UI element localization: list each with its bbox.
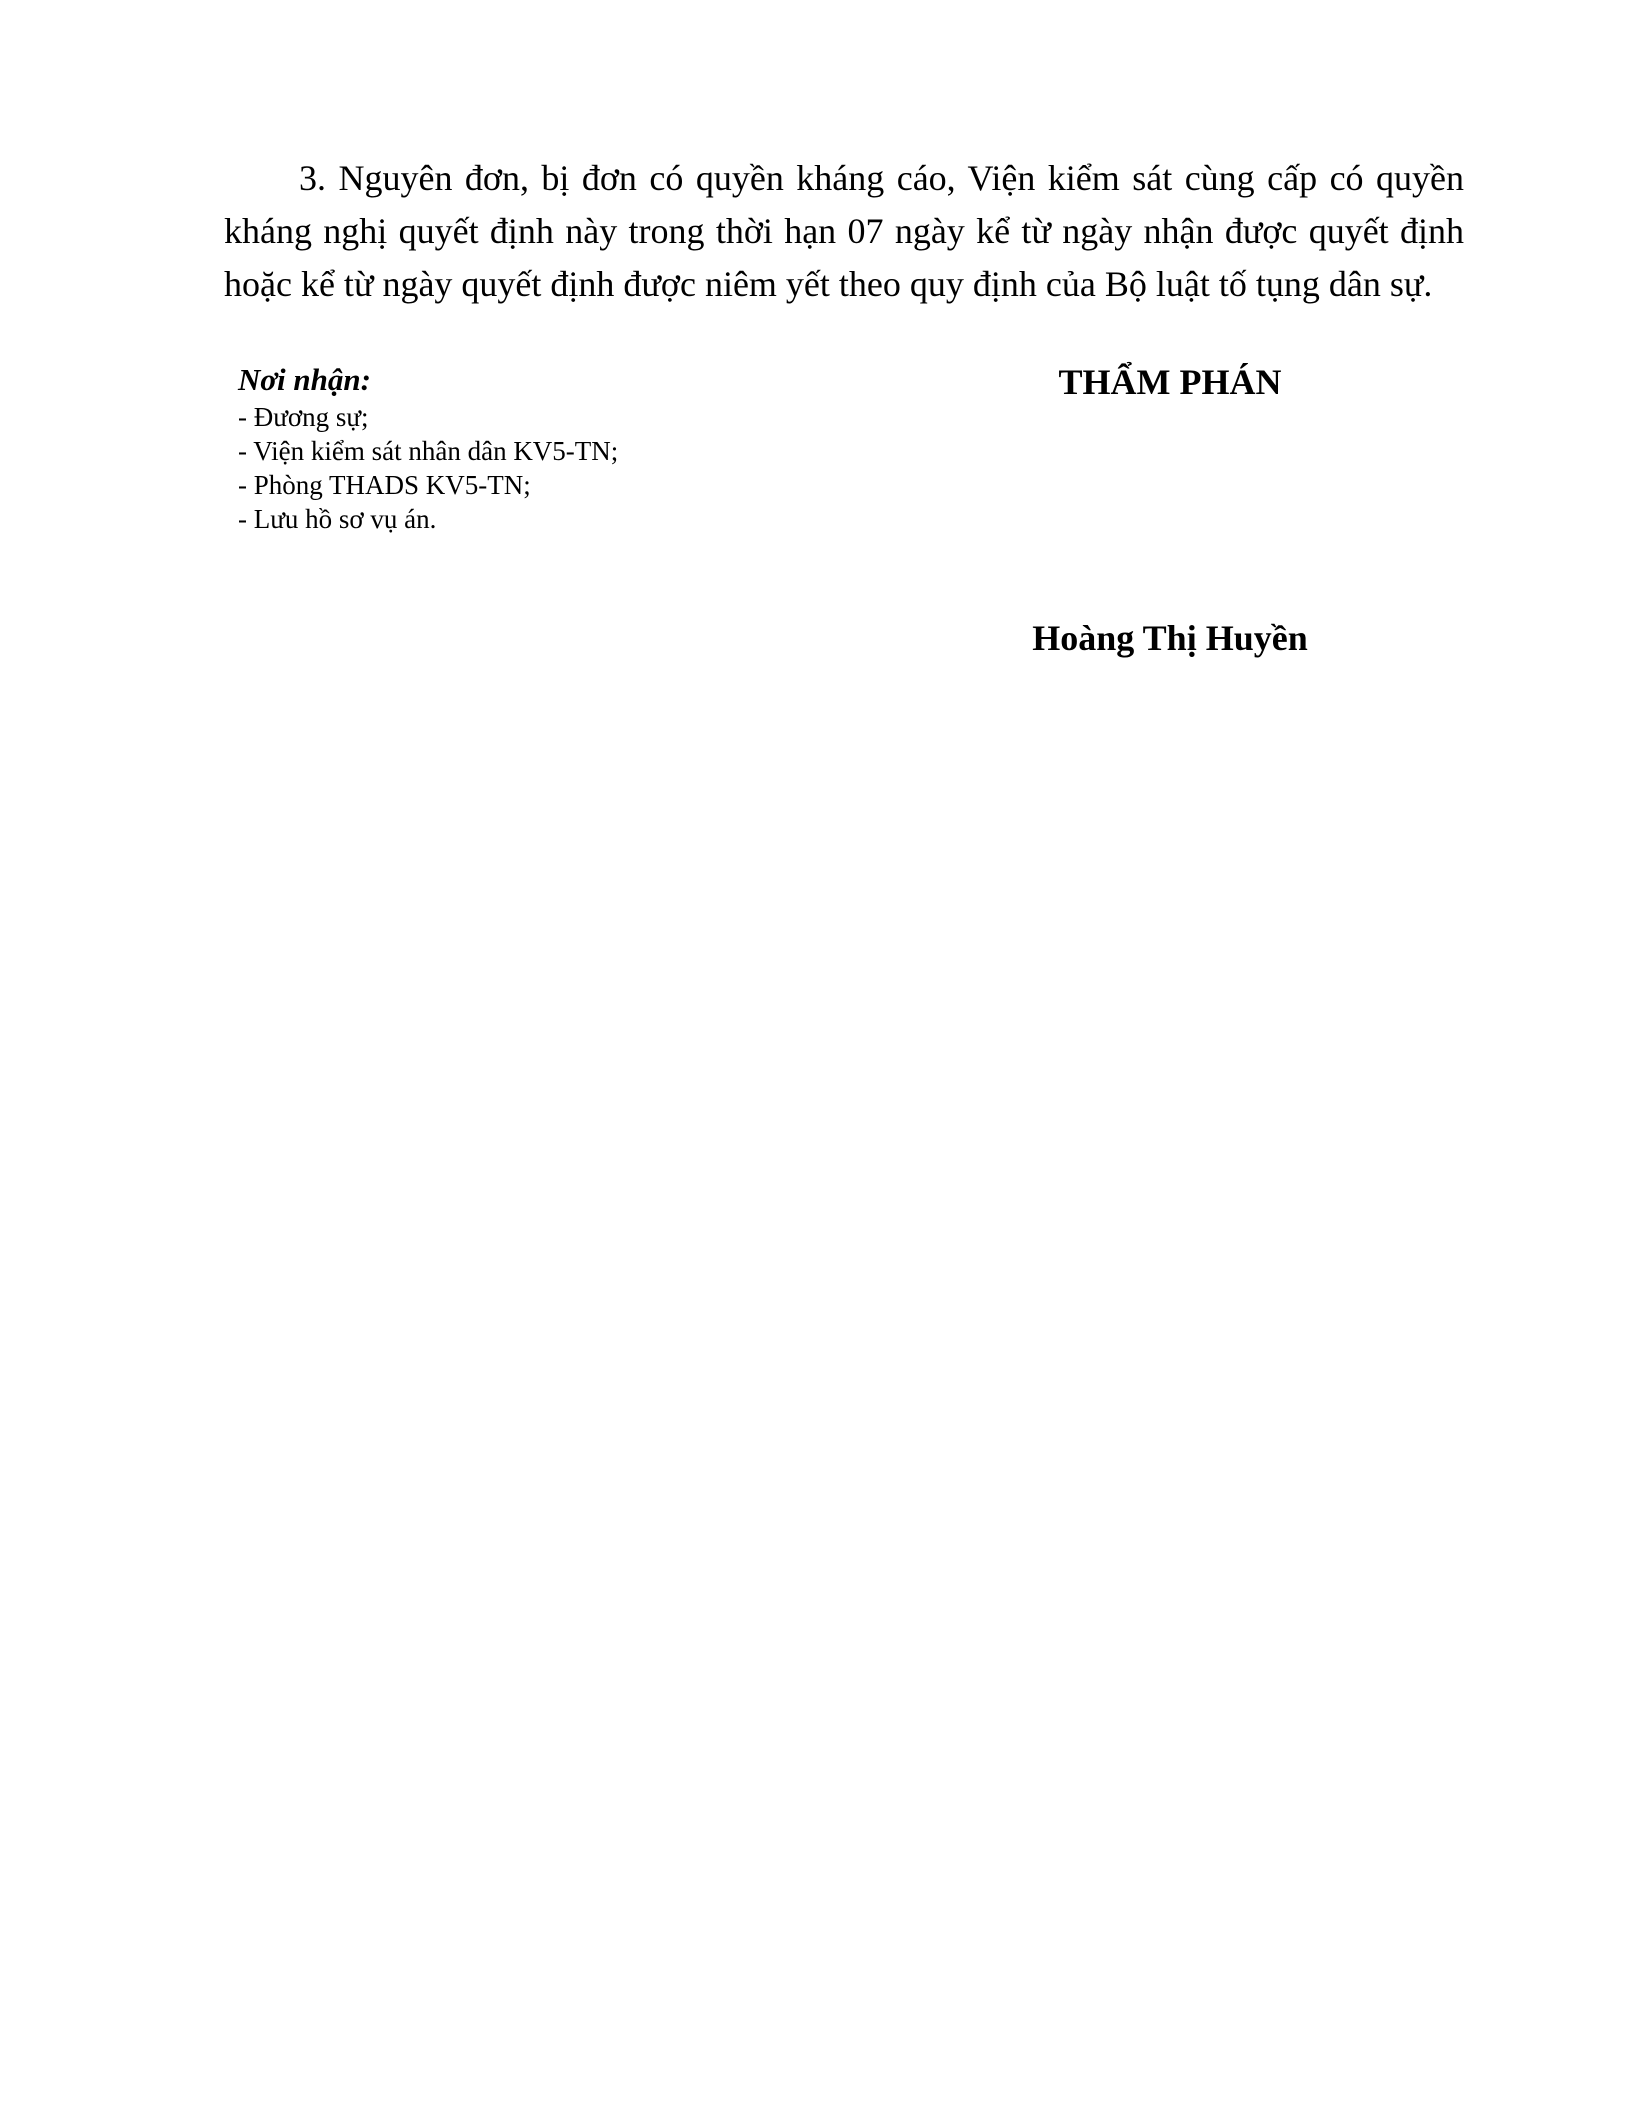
recipient-item: - Đương sự; (238, 402, 369, 432)
recipient-item: - Lưu hồ sơ vụ án. (238, 504, 437, 534)
appeal-rights-paragraph: 3. Nguyên đơn, bị đơn có quyền kháng cáo, Viện kiểm sát cùng cấp có quyền kháng nghị quyết định này trong thời hạn 07 ngày kể từ ngày nhận được quyết định hoặc kể từ ngày quyết định được niêm yết theo quy định của Bộ luật tố tụng dân sự. (224, 158, 1464, 304)
recipients-list (238, 400, 798, 536)
recipient-item: - Viện kiểm sát nhân dân KV5-TN; (238, 436, 619, 466)
recipient-item: - Phòng THADS KV5-TN; (238, 470, 531, 500)
signature-block (970, 358, 1370, 406)
signer-name: Hoàng Thị Huyền (1032, 618, 1308, 658)
recipients-title: Nơi nhận: (238, 362, 371, 397)
signer-title: THẨM PHÁN (1058, 362, 1282, 402)
recipients-block (238, 360, 798, 536)
